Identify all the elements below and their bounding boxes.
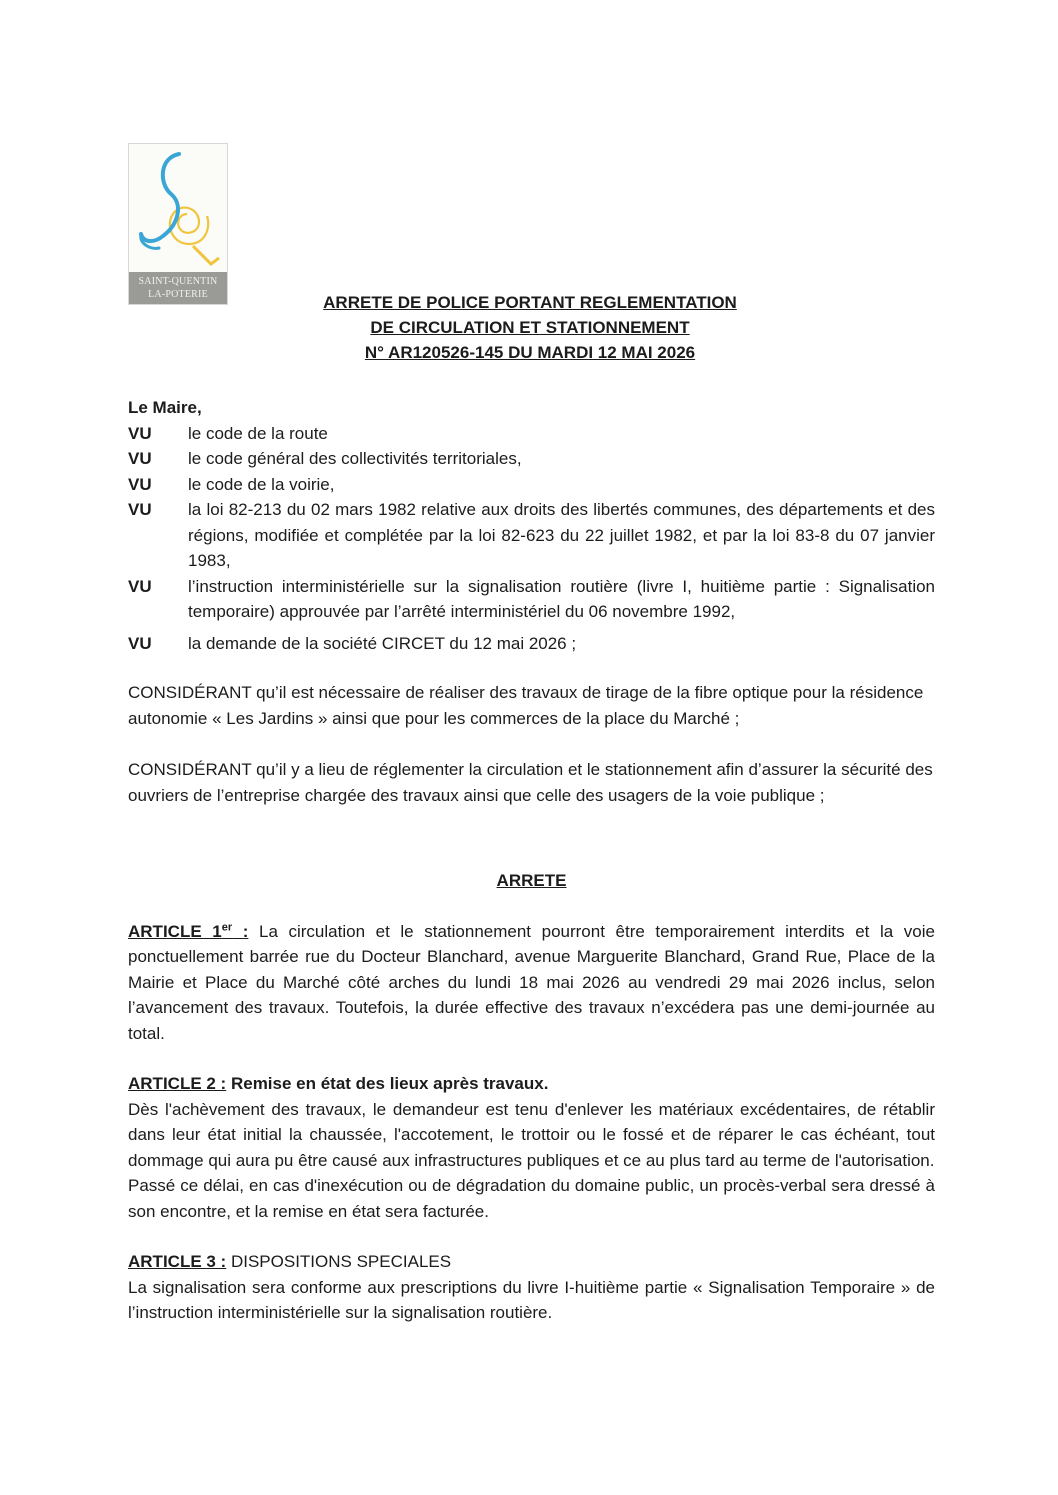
vu-label: VU: [128, 633, 152, 653]
title-line-2: DE CIRCULATION ET STATIONNEMENT: [370, 318, 690, 337]
title-line-1: ARRETE DE POLICE PORTANT REGLEMENTATION: [323, 293, 737, 312]
arrete-heading: ARRETE: [496, 871, 567, 890]
vu-item: [128, 421, 935, 447]
logo-line-2: LA-POTERIE: [148, 289, 208, 300]
article-2-title: Remise en état des lieux après travaux.: [226, 1074, 549, 1093]
title-line-3: N° AR120526-145 DU MARDI 12 MAI 2026: [364, 343, 696, 362]
vu-item: [128, 497, 935, 574]
vu-text: le code de la route: [188, 423, 328, 443]
document-body: [128, 395, 935, 1326]
logo-text: [129, 272, 227, 304]
vu-label: VU: [128, 423, 152, 443]
vu-label: VU: [128, 500, 152, 519]
vu-item: [128, 472, 935, 498]
vu-label: VU: [128, 474, 152, 494]
logo-emblem: [129, 144, 227, 270]
document-title: [230, 290, 830, 365]
vu-text: le code de la voirie,: [188, 474, 335, 494]
article-3-label: ARTICLE 3 :: [128, 1252, 227, 1271]
article-3-heading: [128, 1249, 935, 1275]
article-1-text: La circulation et le stationnement pourront être temporairement interdits et la voie ponctuellement barrée rue du Docteur Blanchard, avenue Marguerite Blanchard, Grand Rue, Place de la Mairie et Place du Marché côté arches du lundi 18 mai 2026 au vendredi 29 mai 2026 inclus, selon l’avancement des travaux. Toutefois, la durée effective des travaux n’excédera pas une demi-journée au total.: [128, 921, 935, 1043]
municipality-logo: [128, 143, 228, 305]
article-1-label-colon: :: [232, 921, 249, 941]
mayor-intro: Le Maire,: [128, 398, 202, 417]
article-3-paragraph: La signalisation sera conforme aux prescriptions du livre I-huitième partie « Signalisation Temporaire » de l’instruction interministérielle sur la signalisation routière.: [128, 1277, 935, 1322]
article-2-heading: [128, 1071, 935, 1097]
considerant-paragraph: CONSIDÉRANT qu’il y a lieu de réglementer la circulation et le stationnement afin d’assurer la sécurité des ouvriers de l’entreprise chargée des travaux ainsi que celle des usagers de la voie publique ;: [128, 760, 933, 805]
vu-text: la loi 82-213 du 02 mars 1982 relative aux droits des libertés communes, des départements et des régions, modifiée et complétée par la loi 82-623 du 22 juillet 1982, et par la loi 83-8 du 07 janvier 1983,: [188, 500, 935, 570]
article-1-label-text: ARTICLE 1: [128, 921, 222, 941]
article-2-paragraph: Passé ce délai, en cas d'inexécution ou de dégradation du domaine public, un procès-verbal sera dressé à son encontre, et la remise en état sera facturée.: [128, 1176, 935, 1221]
vu-text: le code général des collectivités territoriales,: [188, 449, 522, 468]
article-3-title: DISPOSITIONS SPECIALES: [226, 1252, 452, 1271]
article-2-label: ARTICLE 2 :: [128, 1074, 227, 1093]
article-1: [128, 919, 935, 1047]
vu-label: VU: [128, 449, 152, 468]
vu-item: [128, 446, 935, 472]
vu-item: [128, 574, 935, 625]
article-1-label: [128, 922, 248, 941]
vu-item: [128, 631, 935, 657]
vu-text: l’instruction interministérielle sur la signalisation routière (livre I, huitième partie : Signalisation temporaire) approuvée par l’arrêté interministériel du 06 novembre 1992,: [188, 576, 935, 621]
article-2-paragraph: Dès l'achèvement des travaux, le demandeur est tenu d'enlever les matériaux excédentaires, de rétablir dans leur état initial la chaussée, l'accotement, le trottoir ou le fossé et de réparer le cas échéant, tout dommage qui aura pu être causé aux infrastructures publiques et ce au plus tard au terme de l'autorisation.: [128, 1099, 935, 1170]
logo-line-1: SAINT-QUENTIN: [138, 276, 218, 287]
vu-text: la demande de la société CIRCET du 12 mai 2026 ;: [188, 633, 577, 653]
vu-label: VU: [128, 576, 152, 596]
article-1-label-sup: er: [221, 920, 233, 933]
considerant-paragraph: CONSIDÉRANT qu’il est nécessaire de réaliser des travaux de tirage de la fibre optique pour la résidence autonomie « Les Jardins » ainsi que pour les commerces de la place du Marché ;: [128, 683, 924, 728]
